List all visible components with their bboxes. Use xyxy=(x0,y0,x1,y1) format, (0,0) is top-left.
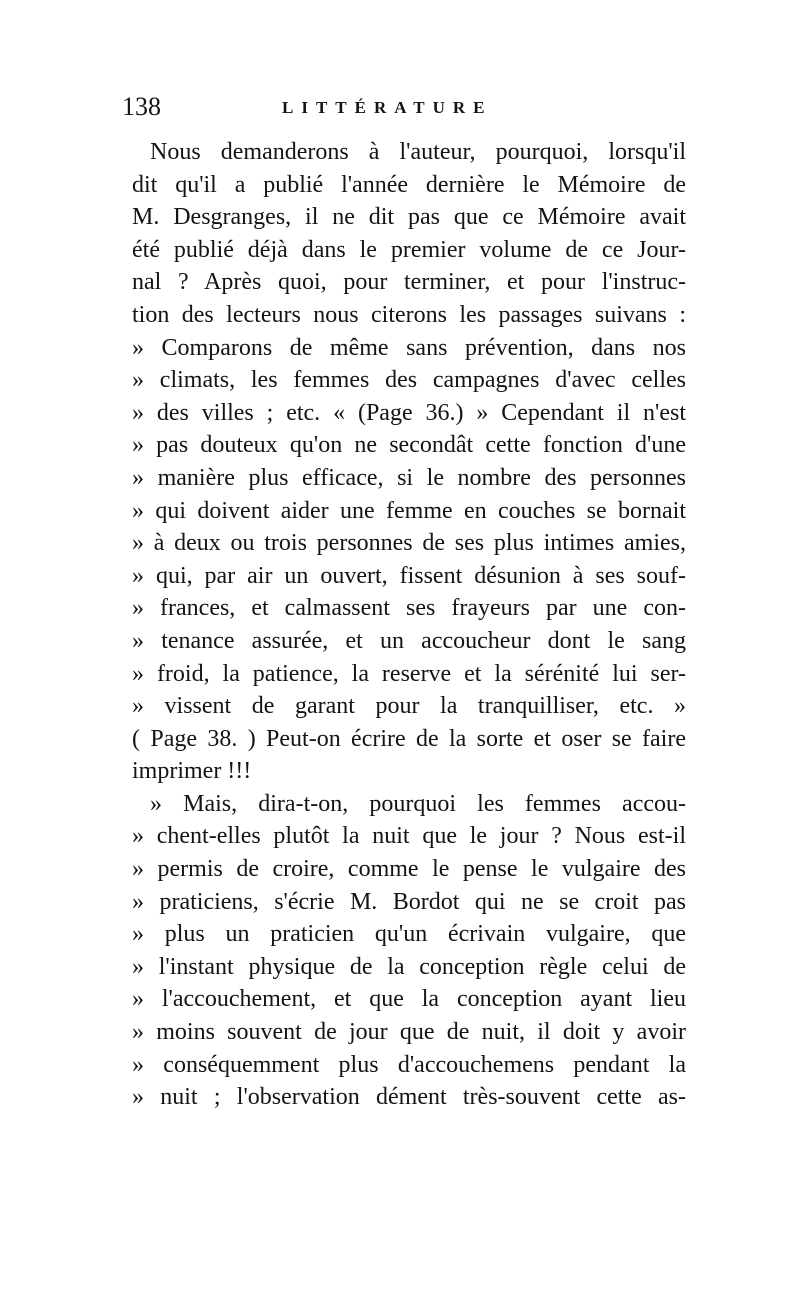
text-line: » à deux ou trois personnes de ses plus intimes amies, xyxy=(132,530,686,557)
body-text xyxy=(132,136,686,1114)
text-line: » plus un praticien qu'un écrivain vulgaire, que xyxy=(132,921,686,948)
text-line: » l'instant physique de la conception règle celui de xyxy=(132,953,686,980)
text-line: » conséquemment plus d'accouchemens pendant la xyxy=(132,1051,686,1078)
text-line: nal ? Après quoi, pour terminer, et pour l'instruc- xyxy=(132,269,686,296)
text-line: » vissent de garant pour la tranquilliser, etc. » xyxy=(132,693,686,720)
text-line: » manière plus efficace, si le nombre des personnes xyxy=(132,464,686,491)
text-line: » praticiens, s'écrie M. Bordot qui ne se croit pas xyxy=(132,888,686,915)
text-line: » chent-elles plutôt la nuit que le jour ? Nous est-il xyxy=(132,823,686,850)
page-number: 138 xyxy=(122,92,161,121)
running-head xyxy=(120,92,680,122)
text-line: M. Desgranges, il ne dit pas que ce Mémoire avait xyxy=(132,204,686,231)
text-line: » Mais, dira-t-on, pourquoi les femmes accou- xyxy=(150,790,686,817)
text-line: » Comparons de même sans prévention, dans nos xyxy=(132,334,686,361)
text-line: Nous demanderons à l'auteur, pourquoi, lorsqu'il xyxy=(150,139,686,165)
running-title: LITTÉRATURE xyxy=(282,98,493,117)
text-line: tion des lecteurs nous citerons les passages suivans : xyxy=(132,301,686,328)
text-line: » tenance assurée, et un accoucheur dont le sang xyxy=(132,627,686,654)
text-line: dit qu'il a publié l'année dernière le Mémoire de xyxy=(132,171,686,198)
text-line: » qui doivent aider une femme en couches se bornait xyxy=(132,497,686,524)
text-line: » moins souvent de jour que de nuit, il doit y avoir xyxy=(132,1019,686,1046)
text-line: imprimer !!! xyxy=(132,758,252,785)
text-line: » des villes ; etc. « (Page 36.) » Cependant il n'est xyxy=(132,399,686,426)
text-line: » climats, les femmes des campagnes d'avec celles xyxy=(132,367,686,394)
text-line: » frances, et calmassent ses frayeurs par une con- xyxy=(132,595,686,622)
text-line: » permis de croire, comme le pense le vulgaire des xyxy=(132,856,686,883)
text-line: » l'accouchement, et que la conception ayant lieu xyxy=(132,986,686,1013)
text-line: ( Page 38. ) Peut-on écrire de la sorte et oser se faire xyxy=(132,725,686,752)
text-line: » pas douteux qu'on ne secondât cette fonction d'une xyxy=(132,432,686,459)
text-line: été publié déjà dans le premier volume de ce Jour- xyxy=(132,236,686,263)
text-line: » qui, par air un ouvert, fissent désunion à ses souf- xyxy=(132,562,686,589)
text-line: » froid, la patience, la reserve et la sérénité lui ser- xyxy=(132,660,686,687)
text-line: » nuit ; l'observation dément très-souvent cette as- xyxy=(132,1084,686,1111)
